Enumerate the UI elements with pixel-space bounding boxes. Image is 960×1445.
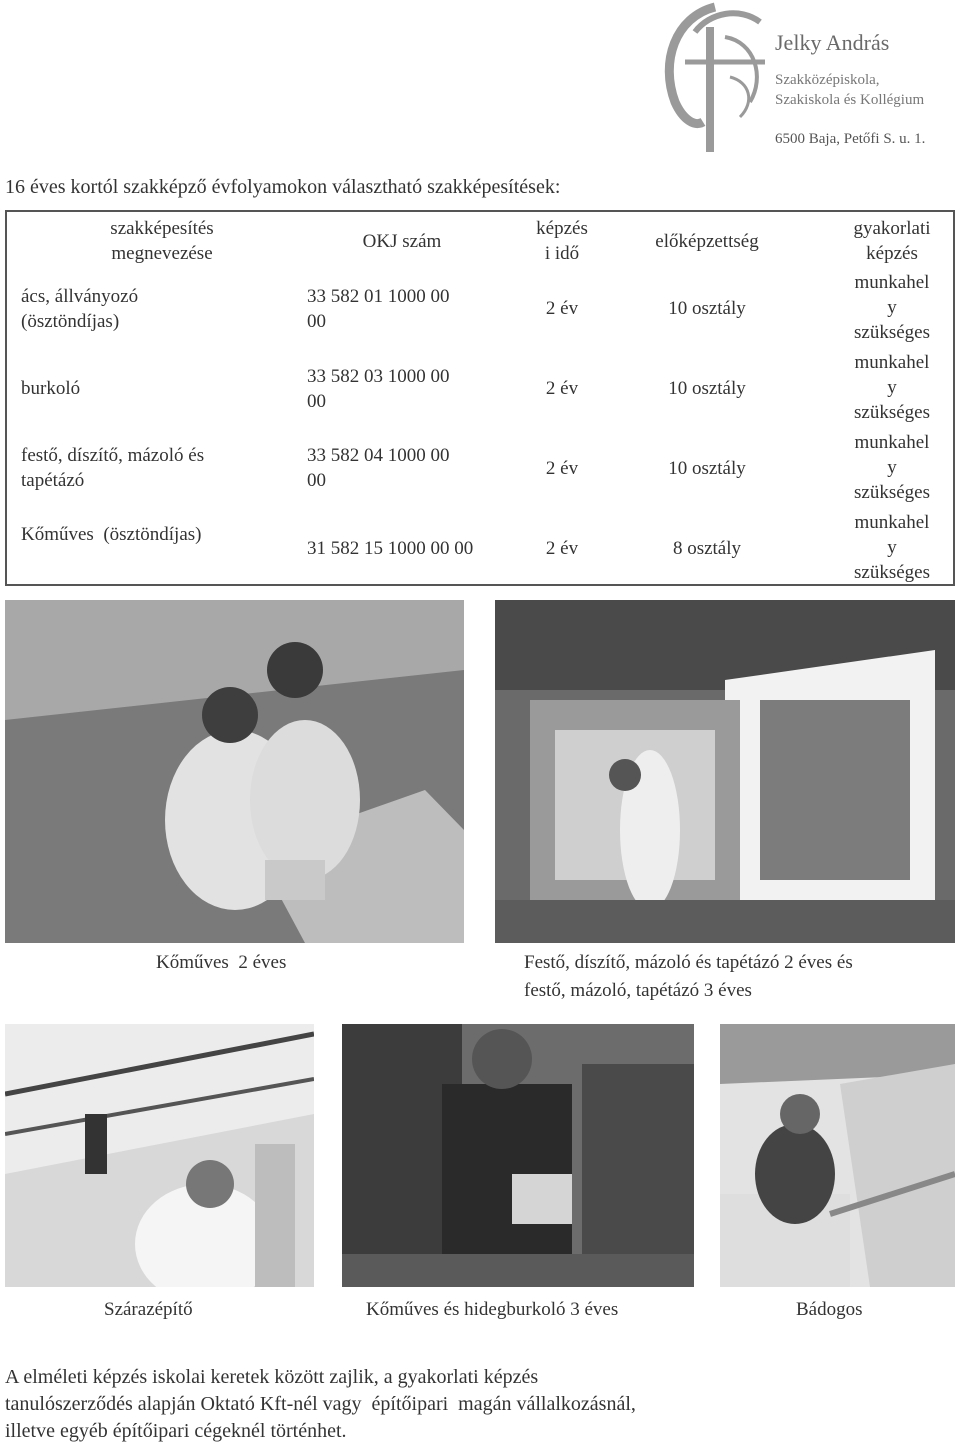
- row2-practice-line1: munkahel: [854, 352, 930, 373]
- closing-line3: illetve egyéb építőipari cégeknél történhet.: [5, 1420, 347, 1442]
- row3-practice-line3: szükséges: [854, 482, 930, 503]
- row2-practice-line2: y: [887, 377, 897, 398]
- caption-bricklayer: Kőműves és hidegburkoló 3 éves: [366, 1299, 619, 1320]
- row4-practice: [827, 510, 957, 585]
- row1-practice-line1: munkahel: [854, 272, 930, 293]
- tinsmith-photo: [720, 1024, 955, 1287]
- header-name-line1: szakképesítés: [110, 218, 214, 239]
- header-time: [502, 216, 622, 266]
- row3-name: [21, 443, 301, 493]
- bricklayer-photo: [342, 1024, 694, 1287]
- row2-time: 2 év: [545, 378, 579, 399]
- header-name: [47, 216, 277, 266]
- school-subtitle: [775, 70, 924, 110]
- row3-practice: [827, 430, 957, 505]
- row4-practice-line2: y: [887, 537, 897, 558]
- row4-okj: 31 582 15 1000 00 00: [307, 538, 474, 559]
- school-subtitle-line1: Szakközépiskola,: [775, 72, 880, 88]
- row3-name-line1: festő, díszítő, mázoló és: [21, 445, 205, 466]
- header-time-line1: képzés: [536, 218, 588, 239]
- row3-practice-line2: y: [887, 457, 897, 478]
- row3-practice-line1: munkahel: [854, 432, 930, 453]
- header-practice-line1: gyakorlati: [853, 218, 931, 239]
- drywall-photo: [5, 1024, 314, 1287]
- row1-time: 2 év: [545, 298, 579, 319]
- caption-drywall: Szárazépítő: [104, 1299, 193, 1320]
- row3-okj: [307, 443, 507, 493]
- row1-okj-line1: 33 582 01 1000 00: [307, 286, 450, 307]
- header-time-line2: i idő: [544, 243, 580, 264]
- qualifications-table: [5, 210, 955, 586]
- row2-name-line1: burkoló: [21, 378, 81, 399]
- row2-prereq: 10 osztály: [668, 378, 746, 399]
- header-name-line2: megnevezése: [111, 243, 213, 264]
- row3-okj-line1: 33 582 04 1000 00: [307, 445, 450, 466]
- header-okj: OKJ szám: [362, 231, 442, 252]
- row1-name-line2: (ösztöndíjas): [21, 311, 120, 332]
- caption-painter: [524, 949, 853, 1005]
- row2-okj-line2: 00: [307, 391, 326, 412]
- caption-tinsmith: Bádogos: [796, 1299, 863, 1320]
- row2-okj: [307, 364, 507, 414]
- row3-prereq: 10 osztály: [668, 458, 746, 479]
- caption-masons: Kőműves 2 éves: [156, 952, 287, 973]
- closing-line1: A elméleti képzés iskolai keretek között zajlik, a gyakorlati képzés: [5, 1366, 539, 1388]
- row3-name-line2: tapétázó: [21, 470, 85, 491]
- intro-text: 16 éves kortól szakképző évfolyamokon választható szakképesítések:: [5, 176, 561, 198]
- school-subtitle-line2: Szakiskola és Kollégium: [775, 92, 925, 108]
- closing-paragraph: [5, 1364, 955, 1445]
- school-address: 6500 Baja, Petőfi S. u. 1.: [775, 131, 926, 147]
- painter-photo: [495, 600, 955, 943]
- row1-prereq: 10 osztály: [668, 298, 746, 319]
- row1-okj-line2: 00: [307, 311, 326, 332]
- row1-okj: [307, 284, 507, 334]
- school-name: Jelky András: [775, 30, 890, 55]
- row2-okj-line1: 33 582 03 1000 00: [307, 366, 450, 387]
- row4-prereq: 8 osztály: [672, 538, 742, 559]
- row3-okj-line2: 00: [307, 470, 326, 491]
- caption-painter-line1: Festő, díszítő, mázoló és tapétázó 2 éves és: [524, 952, 853, 973]
- row3-time: 2 év: [545, 458, 579, 479]
- masons-photo: [5, 600, 464, 943]
- header-prereq: előképzettség: [655, 231, 759, 252]
- row4-time: 2 év: [545, 538, 579, 559]
- row2-name: [21, 376, 301, 401]
- row2-practice: [827, 350, 957, 425]
- row1-name: [21, 284, 301, 334]
- row1-practice-line3: szükséges: [854, 322, 930, 343]
- row1-name-line1: ács, állványozó: [21, 286, 139, 307]
- school-logo: [655, 2, 770, 152]
- closing-line2: tanulószerződés alapján Oktató Kft-nél vagy építőipari magán vállalkozásnál,: [5, 1393, 636, 1415]
- header-practice: [827, 216, 957, 266]
- row4-practice-line3: szükséges: [854, 562, 930, 583]
- header-practice-line2: képzés: [866, 243, 918, 264]
- row4-practice-line1: munkahel: [854, 512, 930, 533]
- row2-practice-line3: szükséges: [854, 402, 930, 423]
- caption-painter-line2: festő, mázoló, tapétázó 3 éves: [524, 980, 752, 1001]
- row1-practice-line2: y: [887, 297, 897, 318]
- row4-name: Kőműves (ösztöndíjas): [21, 524, 202, 545]
- row1-practice: [827, 270, 957, 345]
